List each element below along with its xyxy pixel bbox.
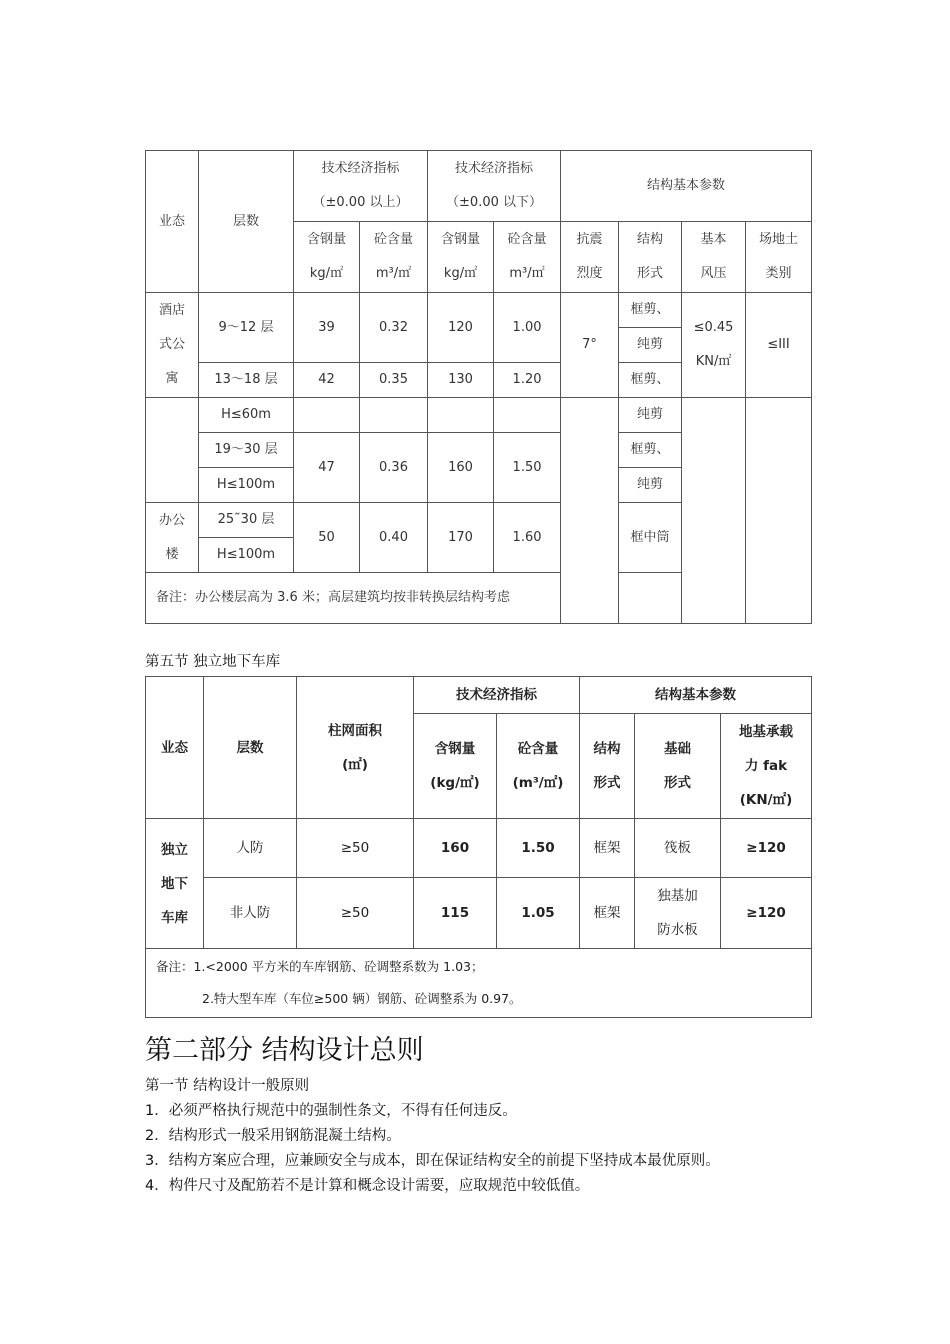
floors-cell: 非人防: [204, 878, 297, 949]
header-concrete-above: 砼含量 m³/㎡: [360, 222, 428, 293]
header-struct-params: 结构基本参数: [561, 151, 812, 222]
table-note-row: [146, 949, 812, 1018]
steel-below-cell: 130: [428, 363, 494, 398]
principle-item: 2．结构形式一般采用钢筋混凝土结构。: [145, 1128, 401, 1144]
table-row: [146, 878, 812, 949]
form-cell: 框剪、: [619, 363, 682, 398]
header-wind: 基本 风压: [682, 222, 746, 293]
steel-below-cell: 170: [428, 503, 494, 573]
form-cell: 纯剪: [619, 328, 682, 363]
steel-above-cell: 47: [294, 433, 360, 503]
grid-cell: ≥50: [297, 819, 414, 878]
floors-cell: 人防: [204, 819, 297, 878]
principle-item: 4．构件尺寸及配筋若不是计算和概念设计需要，应取规范中较低值。: [145, 1178, 590, 1194]
header-business: 业态: [146, 151, 199, 293]
table-note-row: [146, 573, 812, 624]
concrete-above-cell: 0.40: [360, 503, 428, 573]
table-note: 备注：1.<2000 平方米的车库钢筋、砼调整系数为 1.03； 2.特大型车库（车位≥500 辆）钢筋、砼调整系为 0.97。: [146, 949, 812, 1018]
header-concrete-below: 砼含量 m³/㎡: [494, 222, 561, 293]
header-floors: 层数: [199, 151, 294, 293]
floors-cell: H≤60m: [199, 398, 294, 433]
header-foundation: 基础 形式: [635, 714, 721, 819]
steel-cell: 115: [414, 878, 497, 949]
form-cell: 框剪、: [619, 433, 682, 468]
concrete-above-cell: 0.32: [360, 293, 428, 363]
floors-cell: 13～18 层: [199, 363, 294, 398]
bearing-cell: ≥120: [721, 819, 812, 878]
grid-cell: ≥50: [297, 878, 414, 949]
table-residential-indicators: [145, 150, 812, 624]
site-cell: ≤III: [746, 293, 812, 398]
concrete-below-cell: 1.60: [494, 503, 561, 573]
business-blank: [146, 398, 199, 503]
header-concrete: 砼含量 (m³/㎡): [497, 714, 580, 819]
header-seismic: 抗震 烈度: [561, 222, 619, 293]
foundation-cell: 筏板: [635, 819, 721, 878]
floors-cell: 25˜30 层: [199, 503, 294, 538]
table-header-row: [146, 151, 812, 222]
steel-below-cell: 160: [428, 433, 494, 503]
concrete-cell: 1.50: [497, 819, 580, 878]
header-grid-area: 柱网面积 (㎡): [297, 677, 414, 819]
steel-above-cell: 50: [294, 503, 360, 573]
form-cell: 框架: [580, 819, 635, 878]
bearing-cell: ≥120: [721, 878, 812, 949]
header-tech: 技术经济指标: [414, 677, 580, 714]
section-title: 第五节 独立地下车库: [145, 654, 281, 670]
table-header-row: [146, 677, 812, 714]
floors-cell: H≤100m: [199, 538, 294, 573]
header-floors: 层数: [204, 677, 297, 819]
form-cell: 纯剪: [619, 398, 682, 433]
steel-above-cell: 42: [294, 363, 360, 398]
form-cell: 框剪、: [619, 293, 682, 328]
concrete-above-cell: 0.35: [360, 363, 428, 398]
header-steel-above: 含钢量 kg/㎡: [294, 222, 360, 293]
concrete-cell: 1.05: [497, 878, 580, 949]
floors-cell: 19～30 层: [199, 433, 294, 468]
header-tech-above: 技术经济指标 （±0.00 以上）: [294, 151, 428, 222]
concrete-below-cell: 1.50: [494, 433, 561, 503]
steel-below-cell: 120: [428, 293, 494, 363]
wind-cell: ≤0.45 KN/㎡: [682, 293, 746, 398]
concrete-below-cell: 1.20: [494, 363, 561, 398]
table-row: [146, 398, 812, 433]
concrete-above-cell: 0.36: [360, 433, 428, 503]
table-note: 备注：办公楼层高为 3.6 米；高层建筑均按非转换层结构考虑: [146, 573, 812, 624]
business-garage: 独立 地下 车库: [146, 819, 204, 949]
form-cell: 纯剪: [619, 468, 682, 503]
section-title: 第一节 结构设计一般原则: [145, 1078, 310, 1094]
concrete-below-cell: 1.00: [494, 293, 561, 363]
floors-cell: H≤100m: [199, 468, 294, 503]
table-garage-indicators: [145, 676, 812, 1018]
principle-item: 1．必须严格执行规范中的强制性条文，不得有任何违反。: [145, 1103, 517, 1119]
steel-above-cell: 39: [294, 293, 360, 363]
seismic-cell: 7°: [561, 293, 619, 398]
header-business: 业态: [146, 677, 204, 819]
principle-item: 3．结构方案应合理，应兼顾安全与成本，即在保证结构安全的前提下坚持成本最优原则。: [145, 1153, 720, 1169]
header-form: 结构 形式: [619, 222, 682, 293]
part-title: 第二部分 结构设计总则: [145, 1035, 424, 1066]
header-struct: 结构基本参数: [580, 677, 812, 714]
form-cell: 框中筒: [619, 503, 682, 573]
header-steel-below: 含钢量 kg/㎡: [428, 222, 494, 293]
table-row: [146, 819, 812, 878]
business-office: 办公 楼: [146, 503, 199, 573]
foundation-cell: 独基加 防水板: [635, 878, 721, 949]
floors-cell: 9～12 层: [199, 293, 294, 363]
steel-cell: 160: [414, 819, 497, 878]
header-site: 场地土 类别: [746, 222, 812, 293]
header-steel: 含钢量 (kg/㎡): [414, 714, 497, 819]
form-cell: 框架: [580, 878, 635, 949]
business-hotel: 酒店 式公 寓: [146, 293, 199, 398]
header-tech-below: 技术经济指标 （±0.00 以下）: [428, 151, 561, 222]
header-bearing: 地基承载 力 fak (KN/㎡): [721, 714, 812, 819]
header-form: 结构 形式: [580, 714, 635, 819]
table-row: [146, 293, 812, 328]
